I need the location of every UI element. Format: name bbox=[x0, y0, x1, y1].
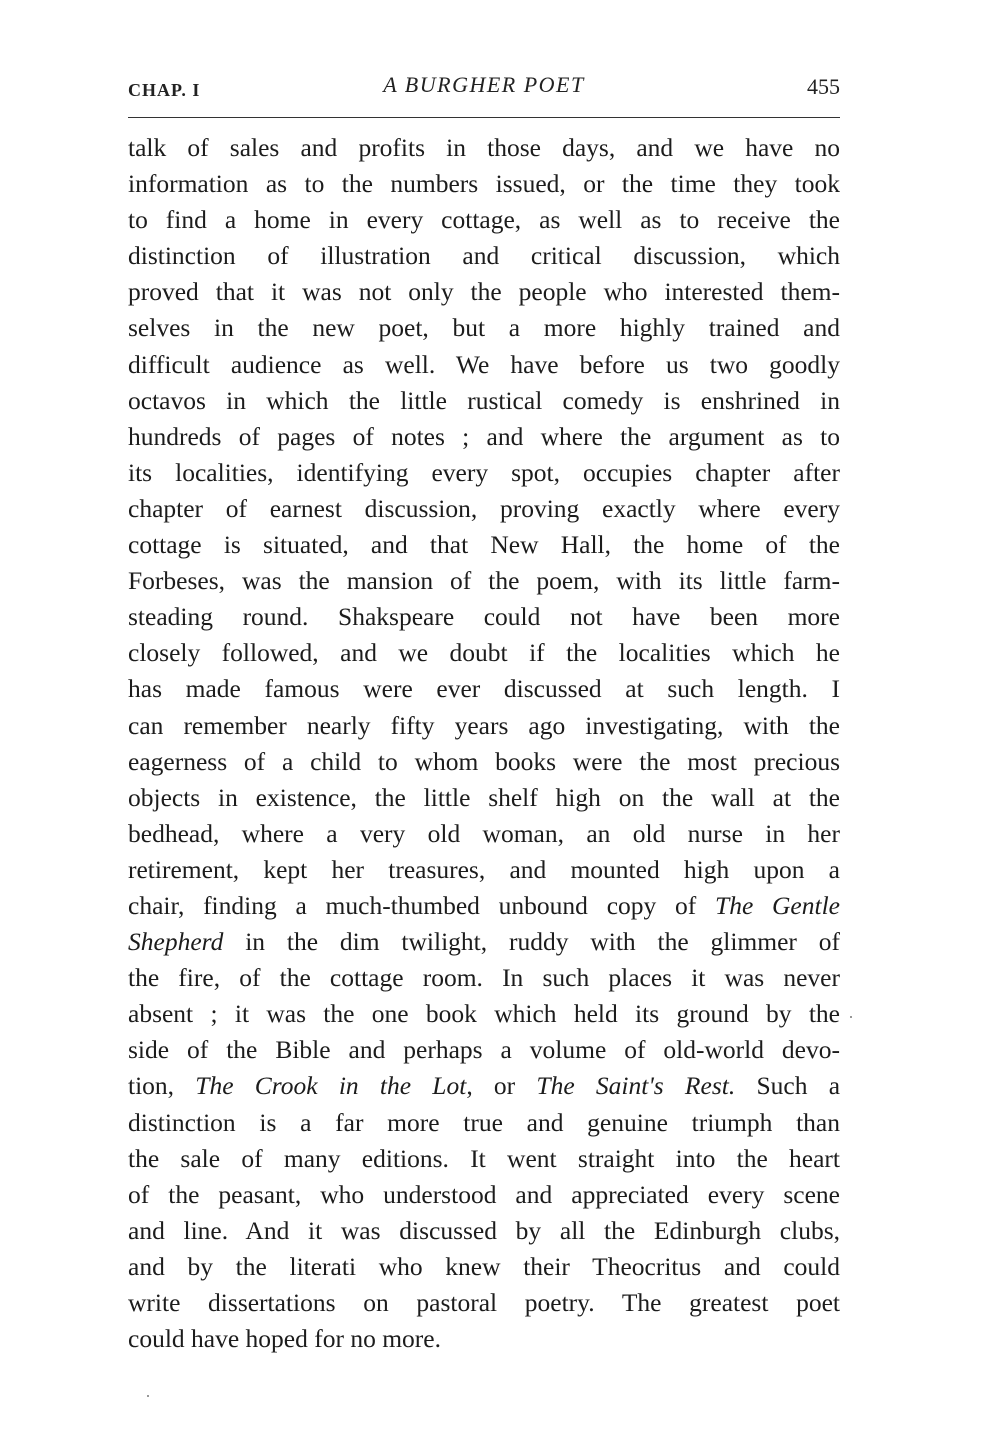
text-segment: write dissertations on pastoral poetry. The greatest poet bbox=[128, 1288, 840, 1317]
text-segment: , or bbox=[466, 1071, 537, 1101]
text-line bbox=[128, 708, 840, 744]
text-segment: chair, finding a much-thumbed unbound copy of bbox=[128, 890, 716, 920]
text-line bbox=[128, 1321, 840, 1357]
running-title: A BURGHER POET bbox=[383, 72, 585, 97]
text-segment: can remember nearly fifty years ago investigating, with the bbox=[128, 710, 840, 740]
text-segment: information as to the numbers issued, or the time they took bbox=[128, 169, 840, 199]
text-line bbox=[128, 852, 840, 888]
text-segment: of the peasant, who understood and appreciated every scene bbox=[128, 1179, 840, 1209]
text-segment: could have hoped for no more. bbox=[128, 1324, 441, 1354]
text-line bbox=[128, 166, 840, 202]
text-line bbox=[128, 1032, 840, 1068]
text-segment: steading round. Shakspeare could not have been more bbox=[128, 602, 840, 632]
text-segment: bedhead, where a very old woman, an old nurse in her bbox=[128, 818, 840, 848]
text-segment: Forbeses, was the mansion of the poem, with its little farm- bbox=[128, 566, 840, 596]
text-segment: difficult audience as well. We have before us two goodly bbox=[128, 349, 840, 379]
text-segment: tion, bbox=[128, 1071, 196, 1101]
text-line bbox=[128, 455, 840, 491]
italic-title-text: The Saint's Rest. bbox=[536, 1071, 736, 1101]
italic-title-text: The Gentle bbox=[715, 890, 840, 920]
text-segment: hundreds of pages of notes ; and where the argument as to bbox=[128, 421, 840, 451]
text-line bbox=[128, 491, 840, 527]
italic-title-text: The Crook in the Lot bbox=[195, 1071, 467, 1101]
text-line bbox=[128, 1141, 840, 1177]
text-segment: eagerness of a child to whom books were the most precious bbox=[128, 746, 840, 776]
text-line bbox=[128, 888, 840, 924]
text-line bbox=[128, 1177, 840, 1213]
text-line bbox=[128, 1105, 840, 1141]
text-line bbox=[128, 419, 840, 455]
text-line bbox=[128, 744, 840, 780]
text-line bbox=[128, 310, 840, 346]
text-line bbox=[128, 816, 840, 852]
text-line bbox=[128, 383, 840, 419]
text-segment: objects in existence, the little shelf high on the wall at the bbox=[128, 782, 840, 812]
running-head bbox=[128, 72, 840, 112]
text-line bbox=[128, 1249, 840, 1285]
text-line bbox=[128, 347, 840, 383]
text-segment: talk of sales and profits in those days, and we have no bbox=[128, 133, 840, 162]
page-number: 455 bbox=[807, 74, 840, 99]
text-line bbox=[128, 130, 840, 166]
text-segment: distinction is a far more true and genuine triumph than bbox=[128, 1107, 840, 1137]
text-segment: cottage is situated, and that New Hall, the home of the bbox=[128, 530, 840, 560]
text-line bbox=[128, 563, 840, 599]
text-line bbox=[128, 671, 840, 707]
text-line bbox=[128, 274, 840, 310]
text-segment: side of the Bible and perhaps a volume of old-world devo- bbox=[128, 1035, 840, 1065]
text-segment: octavos in which the little rustical comedy is enshrined in bbox=[128, 385, 840, 415]
text-line bbox=[128, 202, 840, 238]
body-paragraph bbox=[128, 130, 840, 1357]
text-segment: closely followed, and we doubt if the localities which he bbox=[128, 638, 840, 668]
text-line bbox=[128, 238, 840, 274]
scan-speck bbox=[147, 1395, 149, 1397]
text-segment: absent ; it was the one book which held its ground by the bbox=[128, 999, 840, 1029]
text-segment: its localities, identifying every spot, occupies chapter after bbox=[128, 457, 840, 487]
text-segment: and line. And it was discussed by all the Edinburgh clubs, bbox=[128, 1215, 840, 1245]
text-line bbox=[128, 1285, 840, 1321]
text-segment: chapter of earnest discussion, proving exactly where every bbox=[128, 493, 840, 523]
text-segment: Such a bbox=[735, 1071, 841, 1101]
text-line bbox=[128, 960, 840, 996]
text-segment: selves in the new poet, but a more highly trained and bbox=[128, 313, 840, 343]
chapter-label: CHAP. I bbox=[128, 80, 201, 100]
text-segment: the sale of many editions. It went straight into the heart bbox=[128, 1143, 840, 1173]
text-segment: the fire, of the cottage room. In such places it was never bbox=[128, 963, 840, 993]
text-segment: proved that it was not only the people who interested them- bbox=[128, 277, 840, 307]
text-line bbox=[128, 527, 840, 563]
text-line bbox=[128, 1213, 840, 1249]
text-line bbox=[128, 1068, 840, 1104]
text-line bbox=[128, 996, 840, 1032]
text-segment: and by the literati who knew their Theocritus and could bbox=[128, 1251, 840, 1281]
header-rule bbox=[128, 117, 840, 118]
text-segment: to find a home in every cottage, as well as to receive the bbox=[128, 205, 840, 235]
text-line bbox=[128, 599, 840, 635]
text-segment: retirement, kept her treasures, and mounted high upon a bbox=[128, 854, 840, 884]
text-segment: in the dim twilight, ruddy with the glimmer of bbox=[223, 927, 840, 957]
text-segment: has made famous were ever discussed at such length. I bbox=[128, 674, 840, 704]
text-line bbox=[128, 780, 840, 816]
text-line bbox=[128, 635, 840, 671]
italic-title-text: Shepherd bbox=[128, 927, 224, 957]
text-line bbox=[128, 924, 840, 960]
scan-speck bbox=[850, 1016, 852, 1018]
text-segment: distinction of illustration and critical discussion, which bbox=[128, 241, 840, 271]
